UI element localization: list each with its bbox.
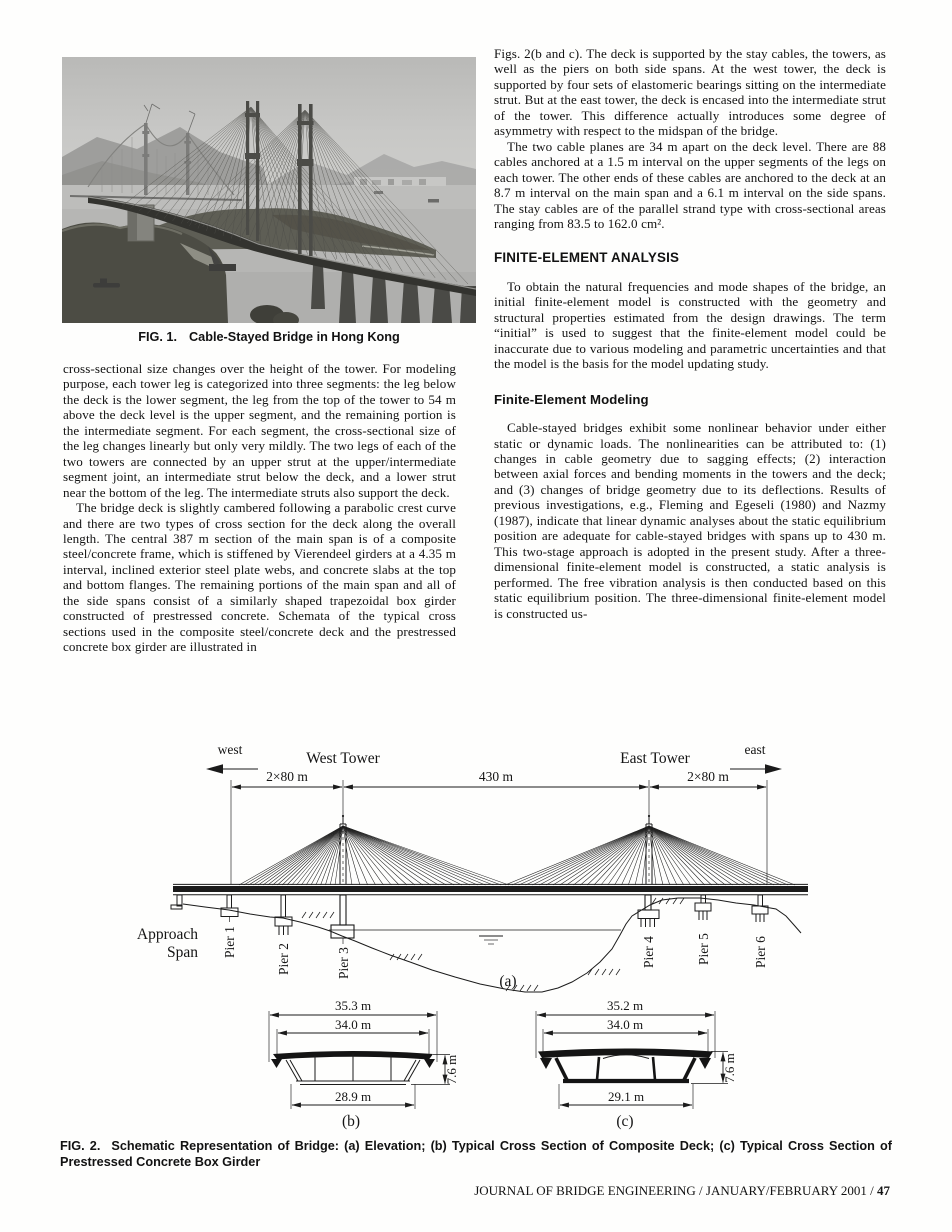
pier-label: Pier 1 <box>222 926 237 958</box>
svg-text:7.6 m: 7.6 m <box>444 1054 459 1085</box>
subsection-heading: Finite-Element Modeling <box>494 391 649 407</box>
body-paragraph: To obtain the natural frequencies and mode shapes of the bridge, an initial finite-element model is constructed with the geometry and structural properties estimated from the design drawings. The term “initial” is used to suggest that the finite-element model could be inaccurate due to various modeling and parametric uncertainties and that the model is the basis for the model updating study. <box>494 278 886 372</box>
figure1-caption-label: FIG. 1. <box>138 330 177 344</box>
journal-footer <box>474 1183 890 1199</box>
body-paragraph: Figs. 2(b and c). The deck is supported by the stay cables, the towers, as well as the piers on both side spans. At the west tower, the deck is supported by four sets of elastomeric bearings sitting on the intermediate strut. But at the east tower, the deck is encased into the intermediate strut of the tower. This difference actually introduces some degree of asymmetry with respect to the midspan of the bridge. <box>494 46 886 139</box>
ground-hatching <box>302 898 684 991</box>
sublabel-a: (a) <box>499 973 517 990</box>
figure2-caption-text: Schematic Representation of Bridge: (a) Elevation; (b) Typical Cross Section of Composite Deck; (c) Typical Cross Section of Prestressed Concrete Box Girder <box>60 1139 892 1169</box>
pier-5 <box>695 895 711 965</box>
sublabel-c: (c) <box>616 1113 634 1130</box>
east-direction-label: east <box>744 742 766 757</box>
svg-text:Span: Span <box>167 944 198 961</box>
svg-text:29.1 m: 29.1 m <box>607 1089 645 1104</box>
section-c <box>536 998 737 1130</box>
svg-text:35.3 m: 35.3 m <box>334 998 372 1013</box>
dim-east-sidespan: 2×80 m <box>687 769 729 784</box>
pier-6 <box>752 895 768 968</box>
svg-text:34.0 m: 34.0 m <box>606 1017 644 1032</box>
section-heading: FINITE-ELEMENT ANALYSIS <box>494 250 680 266</box>
pier-2 <box>275 895 292 975</box>
right-column <box>494 46 886 621</box>
approach-span-label <box>137 926 198 961</box>
span-dimensions <box>231 769 767 884</box>
elevation-deck <box>171 884 808 909</box>
section-b <box>269 998 459 1130</box>
sublabel-b: (b) <box>341 1113 361 1130</box>
body-paragraph: The two cable planes are 34 m apart on the deck level. There are 88 cables anchored at a 1.5 m interval on the upper segments of the legs on each tower. The other ends of these cables are anchored to the deck at an 8.7 m interval on the main span and a 6.1 m interval on the side spans. The stay cables are of the parallel strand type with cross-sectional areas ranging from 83.5 to 162.0 cm². <box>494 138 886 231</box>
west-direction-label: west <box>217 742 243 757</box>
west-arrow-icon <box>206 764 223 773</box>
svg-text:28.9 m: 28.9 m <box>334 1089 372 1104</box>
journal-name: JOURNAL OF BRIDGE ENGINEERING / JANUARY/FEBRUARY 2001 / <box>474 1183 874 1198</box>
figure2-schematic <box>60 728 890 1134</box>
svg-text:34.0 m: 34.0 m <box>334 1017 372 1032</box>
figure2-caption-label: FIG. 2. <box>60 1139 101 1153</box>
pier-label: Pier 6 <box>753 936 768 968</box>
west-tower-mast <box>340 815 346 884</box>
east-tower-mast <box>646 815 652 884</box>
east-arrow-icon <box>765 764 782 773</box>
body-paragraph: cross-sectional size changes over the height of the tower. For modeling purpose, each tower leg is categorized into three segments: the leg below the deck is the lower segment, the leg from the top of the tower to 54 m above the deck level is the upper segment, and the remaining portion is the intermediate segment. For each segment, the cross-sectional size of the leg changes linearly but only very mildly. The two legs of each of the two towers are connected by an upper strut at the upper/intermediate segment joint, an intermediate strut below the deck, and a lower strut near the bottom of the leg. The intermediate struts also support the deck. <box>63 361 456 500</box>
east-tower-label: East Tower <box>620 750 690 767</box>
pier-label: Pier 3 <box>336 947 351 979</box>
left-column <box>63 361 456 655</box>
svg-text:35.2 m: 35.2 m <box>606 998 644 1013</box>
figure1-photo <box>62 57 476 323</box>
water-symbol <box>479 936 503 944</box>
pier-label: Pier 4 <box>641 936 656 968</box>
direction-west <box>206 742 258 774</box>
figure1-caption-text: Cable-Stayed Bridge in Hong Kong <box>189 330 400 344</box>
dim-main-span: 430 m <box>478 769 514 784</box>
figure1-caption <box>62 330 476 344</box>
body-paragraph: Cable-stayed bridges exhibit some nonlinear behavior under either static or dynamic loads. The nonlinearities can be attributed to: (1) changes in cable geometry due to sagging effects; (2) interaction between axial forces and bending moments in the towers and the deck; and (3) changes of bridge geometry due to its deflections. Results of previous investigations, e.g., Fleming and Egeseli (1980) and Nazmy (1987), indicate that linear dynamic analyses about the static equilibrium position are adequate for cable-stayed bridges with spans up to 430 m. This two-stage approach is adopted in the present study. After a three-dimensional finite-element model is constructed, a static analysis is performed. The free vibration analysis is then conducted based on this static equilibrium position. The three-dimensional finite-element model is constructed us- <box>494 420 886 621</box>
pier-label: Pier 5 <box>696 933 711 965</box>
pier-1 <box>221 895 238 958</box>
west-tower-label: West Tower <box>306 750 380 767</box>
pier-3 <box>331 895 354 979</box>
svg-text:Approach: Approach <box>136 926 198 943</box>
dim-west-sidespan: 2×80 m <box>266 769 308 784</box>
svg-text:7.6 m: 7.6 m <box>722 1053 737 1083</box>
elevation-cables <box>239 826 795 885</box>
figure2-caption <box>60 1139 892 1170</box>
body-paragraph: The bridge deck is slightly cambered following a parabolic crest curve and there are two types of cross section for the deck along the overall length. The central 387 m section of the main span is of a composite steel/concrete frame, which is stiffened by Vierendeel girders at a 4.35 m interval, inclined exterior steel plate webs, and concrete slabs at the top and bottom flanges. The remaining portions of the main span and all of the side spans consist of a similarly shaped trapezoidal box girder constructed of prestressed concrete. Schemata of the typical cross sections used in the composite steel/concrete deck and the prestressed concrete box girder are illustrated in <box>63 500 456 655</box>
direction-east <box>730 742 782 774</box>
page-number: 47 <box>877 1183 890 1198</box>
pier-label: Pier 2 <box>276 943 291 975</box>
